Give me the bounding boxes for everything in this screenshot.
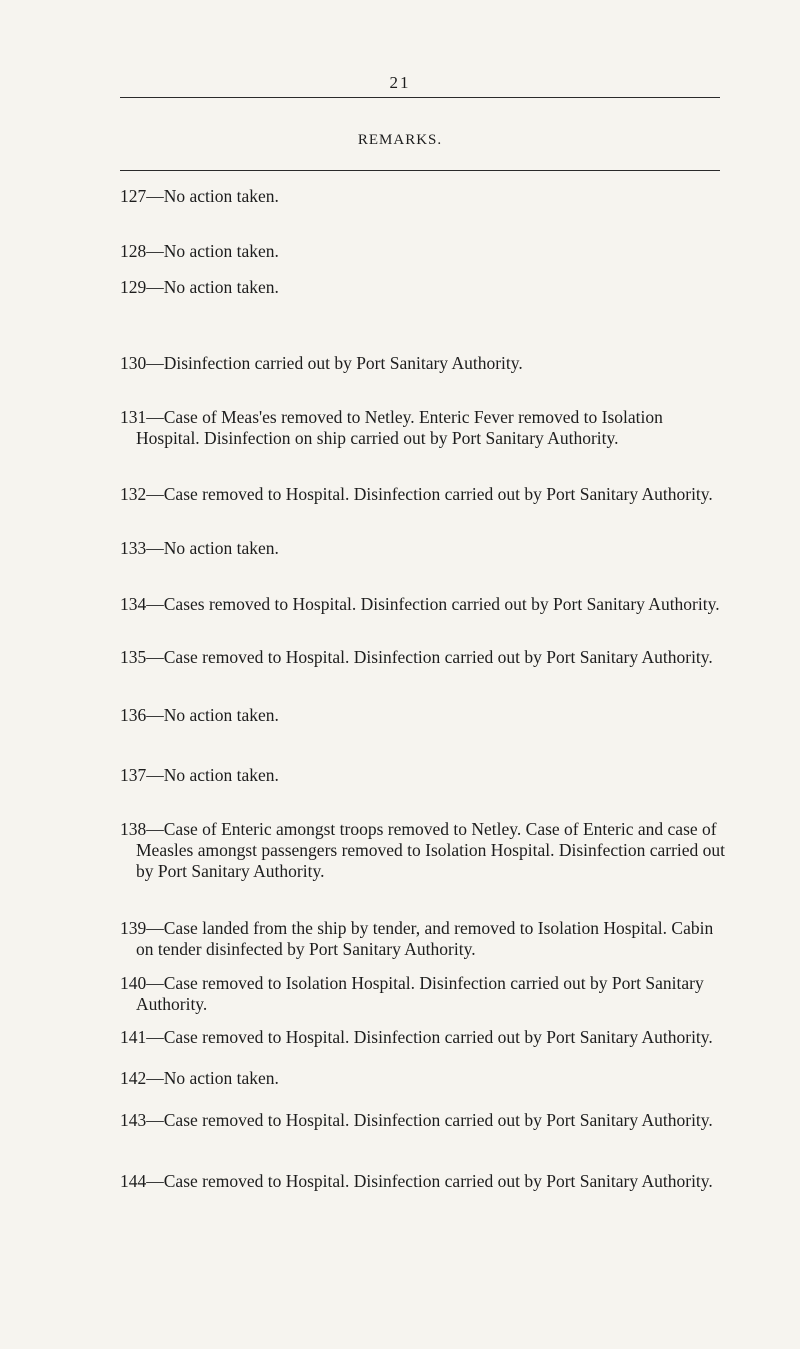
remark-entry-133: 133—No action taken. xyxy=(120,538,279,558)
remark-entry-136: 136—No action taken. xyxy=(120,705,279,725)
remark-entry-134: 134—Cases removed to Hospital. Disinfection carried out by Port Sanitary Authority. xyxy=(120,594,720,614)
remark-entry-129: 129—No action taken. xyxy=(120,277,279,297)
remark-entry-132: 132—Case removed to Hospital. Disinfection carried out by Port Sanitary Authority. xyxy=(120,484,713,504)
remark-entry-140: 140—Case removed to Isolation Hospital. Disinfection carried out by Port Sanitary Authority. xyxy=(120,973,704,1014)
page-heading: REMARKS. xyxy=(357,132,443,148)
page-number: 21 xyxy=(389,73,411,92)
remark-entry-127: 127—No action taken. xyxy=(120,186,279,206)
remark-entry-139: 139—Case landed from the ship by tender, and removed to Isolation Hospital. Cabin on tender disinfected by Port Sanitary Authority. xyxy=(120,918,714,959)
remark-entry-141: 141—Case removed to Hospital. Disinfection carried out by Port Sanitary Authority. xyxy=(120,1027,713,1047)
remark-entry-138: 138—Case of Enteric amongst troops removed to Netley. Case of Enteric and case of Measles amongst passengers removed to Isolation Hospital. Disinfection carried out by Port Sanitary Authority. xyxy=(120,819,726,881)
remark-entry-131: 131—Case of Meas'es removed to Netley. Enteric Fever removed to Isolation Hospital. Disinfection on ship carried out by Port Sanitary Authority. xyxy=(120,407,663,448)
bottom-rule xyxy=(120,170,720,171)
remark-entry-144: 144—Case removed to Hospital. Disinfection carried out by Port Sanitary Authority. xyxy=(120,1171,713,1191)
remark-entry-143: 143—Case removed to Hospital. Disinfection carried out by Port Sanitary Authority. xyxy=(120,1110,713,1130)
remark-entry-130: 130—Disinfection carried out by Port Sanitary Authority. xyxy=(120,353,523,373)
top-rule xyxy=(120,97,720,98)
remark-entry-142: 142—No action taken. xyxy=(120,1068,279,1088)
remark-entry-128: 128—No action taken. xyxy=(120,241,279,261)
remark-entry-137: 137—No action taken. xyxy=(120,765,279,785)
remark-entry-135: 135—Case removed to Hospital. Disinfection carried out by Port Sanitary Authority. xyxy=(120,647,713,667)
